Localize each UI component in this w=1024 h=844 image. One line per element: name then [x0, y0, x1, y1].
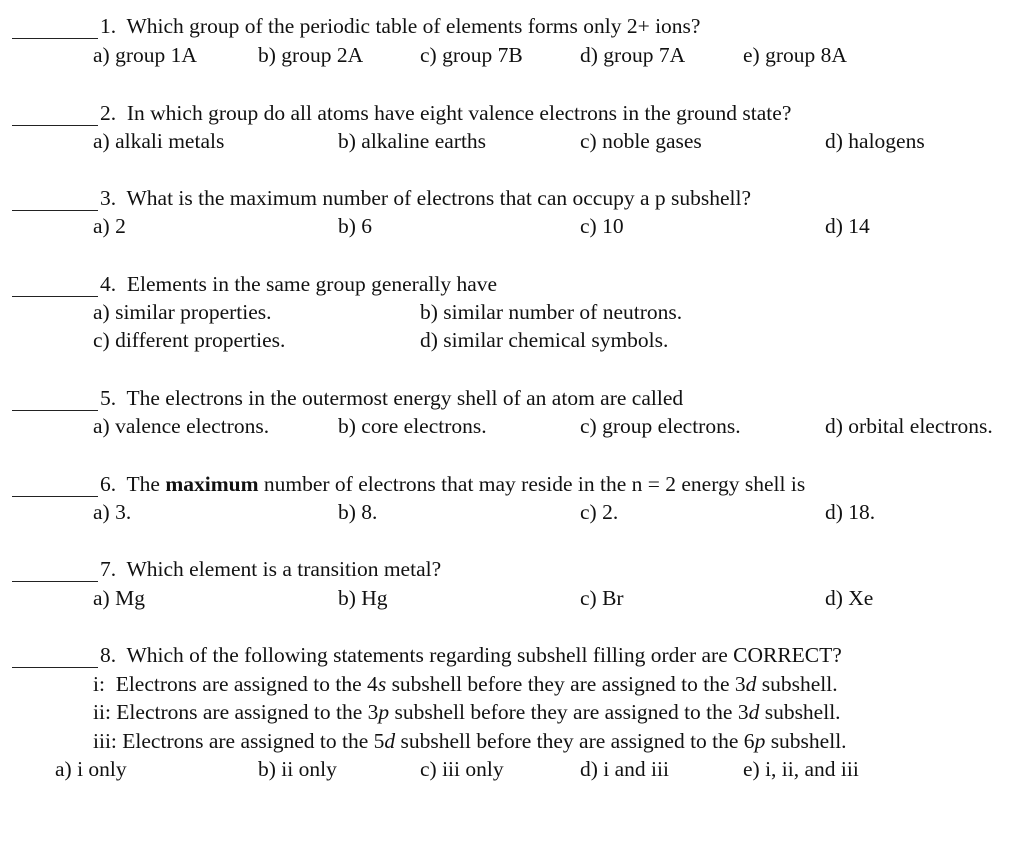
- question-8-number: 8.: [100, 643, 117, 667]
- question-4-stem: [100, 271, 497, 297]
- statement-iii-subshell-1: d: [384, 729, 396, 753]
- question-1-text: Which group of the periodic table of elements forms only 2+ ions?: [126, 14, 701, 38]
- question-6-text-pre: The: [126, 472, 166, 496]
- option-5b: b) core electrons.: [338, 414, 487, 438]
- question-1-stem: [100, 13, 700, 39]
- question-5-text: The electrons in the outermost energy shell of an atom are called: [126, 386, 684, 410]
- statement-i-subshell-2: d: [745, 672, 757, 696]
- option-1b: b) group 2A: [258, 43, 364, 67]
- statement-iii-subshell-2: p: [754, 729, 766, 753]
- question-7-number: 7.: [100, 557, 117, 581]
- statement-iii-label: iii:: [93, 729, 117, 753]
- statement-i-label: i:: [93, 672, 105, 696]
- option-4c: c) different properties.: [93, 328, 286, 352]
- question-4-text: Elements in the same group generally have: [126, 272, 498, 296]
- option-2b: b) alkaline earths: [338, 129, 487, 153]
- option-5c: c) group electrons.: [580, 414, 741, 438]
- statement-ii-subshell-2: d: [748, 700, 760, 724]
- question-6-stem: [100, 471, 805, 497]
- option-6b: b) 8.: [338, 500, 378, 524]
- option-7d: d) Xe: [825, 586, 874, 610]
- option-7c: c) Br: [580, 586, 624, 610]
- answer-blank-1[interactable]: [12, 37, 98, 39]
- question-5-number: 5.: [100, 386, 117, 410]
- option-8a: a) i only: [55, 757, 127, 781]
- question-5-stem: [100, 385, 683, 411]
- statement-iii-text-post: subshell.: [765, 729, 847, 753]
- option-5a: a) valence electrons.: [93, 414, 270, 438]
- option-3c: c) 10: [580, 214, 624, 238]
- question-8-text: Which of the following statements regarding subshell filling order are CORRECT?: [126, 643, 842, 667]
- option-5d: d) orbital electrons.: [825, 414, 993, 438]
- question-7-stem: [100, 556, 441, 582]
- option-1e: e) group 8A: [743, 43, 847, 67]
- statement-iii-text-mid: subshell before they are assigned to the 6: [395, 729, 755, 753]
- question-2-stem: [100, 100, 791, 126]
- statement-ii-text-mid: subshell before they are assigned to the 3: [389, 700, 749, 724]
- question-6-emphasis: maximum: [165, 472, 259, 496]
- option-2d: d) halogens: [825, 129, 925, 153]
- option-4b: b) similar number of neutrons.: [420, 300, 683, 324]
- statement-ii: [93, 699, 841, 725]
- option-8d: d) i and iii: [580, 757, 669, 781]
- statement-i-text-pre: Electrons are assigned to the 4: [115, 672, 378, 696]
- option-6a: a) 3.: [93, 500, 132, 524]
- answer-blank-5[interactable]: [12, 409, 98, 411]
- question-7-text: Which element is a transition metal?: [126, 557, 442, 581]
- option-3d: d) 14: [825, 214, 870, 238]
- question-8-stem: [100, 642, 842, 668]
- statement-ii-text-pre: Electrons are assigned to the 3: [116, 700, 379, 724]
- question-6-number: 6.: [100, 472, 117, 496]
- statement-i: [93, 671, 838, 697]
- statement-i-text-post: subshell.: [756, 672, 838, 696]
- option-4a: a) similar properties.: [93, 300, 272, 324]
- question-3-number: 3.: [100, 186, 117, 210]
- option-2a: a) alkali metals: [93, 129, 225, 153]
- option-1a: a) group 1A: [93, 43, 197, 67]
- statement-iii-text-pre: Electrons are assigned to the 5: [122, 729, 385, 753]
- question-4-number: 4.: [100, 272, 117, 296]
- statement-i-text-mid: subshell before they are assigned to the 3: [386, 672, 746, 696]
- statement-ii-label: ii:: [93, 700, 111, 724]
- option-3a: a) 2: [93, 214, 126, 238]
- option-8c: c) iii only: [420, 757, 504, 781]
- option-1c: c) group 7B: [420, 43, 523, 67]
- statement-i-subshell-1: s: [377, 672, 387, 696]
- question-6-text-post: number of electrons that may reside in the n = 2 energy shell is: [258, 472, 806, 496]
- option-6c: c) 2.: [580, 500, 619, 524]
- option-3b: b) 6: [338, 214, 373, 238]
- option-4d: d) similar chemical symbols.: [420, 328, 669, 352]
- answer-blank-7[interactable]: [12, 580, 98, 582]
- option-1d: d) group 7A: [580, 43, 686, 67]
- answer-blank-6[interactable]: [12, 495, 98, 497]
- question-1-number: 1.: [100, 14, 117, 38]
- answer-blank-2[interactable]: [12, 124, 98, 126]
- answer-blank-3[interactable]: [12, 209, 98, 211]
- question-2-text: In which group do all atoms have eight valence electrons in the ground state?: [126, 101, 792, 125]
- option-8e: e) i, ii, and iii: [743, 757, 859, 781]
- option-8b: b) ii only: [258, 757, 337, 781]
- option-7b: b) Hg: [338, 586, 388, 610]
- question-2-number: 2.: [100, 101, 117, 125]
- statement-iii: [93, 728, 847, 754]
- question-3-stem: [100, 185, 751, 211]
- statement-ii-subshell-1: p: [378, 700, 390, 724]
- answer-blank-4[interactable]: [12, 295, 98, 297]
- option-7a: a) Mg: [93, 586, 145, 610]
- question-3-text: What is the maximum number of electrons that can occupy a p subshell?: [126, 186, 752, 210]
- option-2c: c) noble gases: [580, 129, 702, 153]
- answer-blank-8[interactable]: [12, 666, 98, 668]
- option-6d: d) 18.: [825, 500, 876, 524]
- statement-ii-text-post: subshell.: [759, 700, 841, 724]
